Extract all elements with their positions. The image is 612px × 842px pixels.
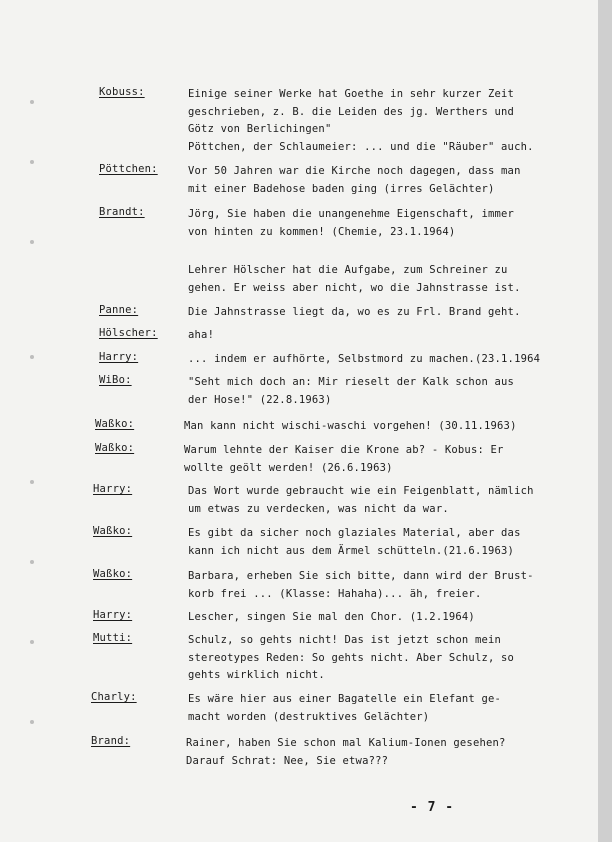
quote-line: der Hose!" (22.8.1963) xyxy=(188,393,332,406)
quote-text xyxy=(188,609,475,627)
quote-line: kann ich nicht aus dem Ärmel schütteln.(21.6.1963) xyxy=(188,544,515,557)
speaker-name: Pöttchen: xyxy=(99,163,158,175)
quote-text xyxy=(188,483,534,518)
speaker-name: Waßko: xyxy=(95,442,135,454)
quote-line: ... indem er aufhörte, Selbstmord zu machen.(23.1.1964 xyxy=(188,353,541,365)
speaker-name: Panne: xyxy=(99,304,139,316)
narration-text xyxy=(188,262,521,297)
quote-text xyxy=(188,86,534,156)
quote-text xyxy=(188,632,514,685)
page-number: - 7 - xyxy=(410,800,455,815)
quote-text xyxy=(188,525,521,560)
quote-text xyxy=(188,374,514,409)
quote-line: mit einer Badehose baden ging (irres Gelächter) xyxy=(188,182,495,195)
punch-hole xyxy=(30,240,34,244)
quote-line: Es gibt da sicher noch glaziales Material, aber das xyxy=(188,527,521,539)
quote-line: gehts wirklich nicht. xyxy=(188,669,325,681)
quote-line: aha! xyxy=(188,329,215,341)
punch-hole xyxy=(30,560,34,564)
quote-line: Lescher, singen Sie mal den Chor. (1.2.1964) xyxy=(188,611,475,623)
quote-line: geschrieben, z. B. die Leiden des jg. Werthers und xyxy=(188,105,515,118)
punch-hole xyxy=(30,355,34,359)
quote-line: Warum lehnte der Kaiser die Krone ab? - Kobus: Er xyxy=(184,444,504,456)
quote-line: Schulz, so gehts nicht! Das ist jetzt schon mein xyxy=(188,634,502,646)
speaker-name: Charly: xyxy=(91,691,137,703)
punch-hole xyxy=(30,480,34,484)
speaker-name: Waßko: xyxy=(93,525,133,537)
speaker-name: Brand: xyxy=(91,735,131,747)
quote-text xyxy=(188,351,540,369)
quote-line: korb frei ... (Klasse: Hahaha)... äh, freier. xyxy=(188,587,482,600)
quote-line: macht worden (destruktives Gelächter) xyxy=(188,710,430,723)
speaker-name: Kobuss: xyxy=(99,86,145,98)
page-edge-shadow xyxy=(598,0,612,842)
quote-line: Die Jahnstrasse liegt da, wo es zu Frl. Brand geht. xyxy=(188,306,521,318)
speaker-name: Harry: xyxy=(93,609,133,621)
quote-line: stereotypes Reden: So gehts nicht. Aber Schulz, so xyxy=(188,651,515,664)
quote-text xyxy=(188,304,521,322)
quote-line: von hinten zu kommen! (Chemie, 23.1.1964) xyxy=(188,225,456,238)
speaker-name: Harry: xyxy=(99,351,139,363)
punch-hole xyxy=(30,640,34,644)
quote-text xyxy=(188,327,214,345)
quote-line: wollte geölt werden! (26.6.1963) xyxy=(184,461,393,474)
punch-hole xyxy=(30,100,34,104)
punch-hole xyxy=(30,160,34,164)
quote-line: Jörg, Sie haben die unangenehme Eigenschaft, immer xyxy=(188,208,515,220)
quote-text xyxy=(188,568,534,603)
quote-line: "Seht mich doch an: Mir rieselt der Kalk schon aus xyxy=(188,376,515,388)
quote-line: Lehrer Hölscher hat die Aufgabe, zum Schreiner zu xyxy=(188,264,508,276)
quote-text xyxy=(188,206,514,241)
punch-hole xyxy=(30,720,34,724)
quote-text xyxy=(184,442,504,477)
quote-text xyxy=(188,691,501,726)
quote-line: Barbara, erheben Sie sich bitte, dann wird der Brust- xyxy=(188,570,534,582)
speaker-name: Waßko: xyxy=(93,568,133,580)
quote-line: Götz von Berlichingen" xyxy=(188,123,332,135)
quote-line: gehen. Er weiss aber nicht, wo die Jahnstrasse ist. xyxy=(188,281,521,294)
speaker-name: Waßko: xyxy=(95,418,135,430)
quote-line: um etwas zu verdecken, was nicht da war. xyxy=(188,502,449,515)
quote-text xyxy=(188,163,521,198)
quote-line: Das Wort wurde gebraucht wie ein Feigenblatt, nämlich xyxy=(188,485,534,497)
quote-line: Darauf Schrat: Nee, Sie etwa??? xyxy=(186,754,389,767)
quote-text xyxy=(186,735,506,770)
speaker-name: WiBo: xyxy=(99,374,132,386)
quote-text xyxy=(184,418,517,436)
quote-line: Man kann nicht wischi-waschi vorgehen! (30.11.1963) xyxy=(184,420,517,432)
quote-line: Rainer, haben Sie schon mal Kalium-Ionen gesehen? xyxy=(186,737,506,749)
quote-line: Einige seiner Werke hat Goethe in sehr kurzer Zeit xyxy=(188,88,515,100)
quote-line: Vor 50 Jahren war die Kirche noch dagegen, dass man xyxy=(188,165,521,177)
quote-line: Pöttchen, der Schlaumeier: ... und die "Räuber" auch. xyxy=(188,140,534,153)
speaker-name: Brandt: xyxy=(99,206,145,218)
quote-line: Es wäre hier aus einer Bagatelle ein Elefant ge- xyxy=(188,693,502,705)
speaker-name: Harry: xyxy=(93,483,133,495)
speaker-name: Hölscher: xyxy=(99,327,158,339)
speaker-name: Mutti: xyxy=(93,632,133,644)
